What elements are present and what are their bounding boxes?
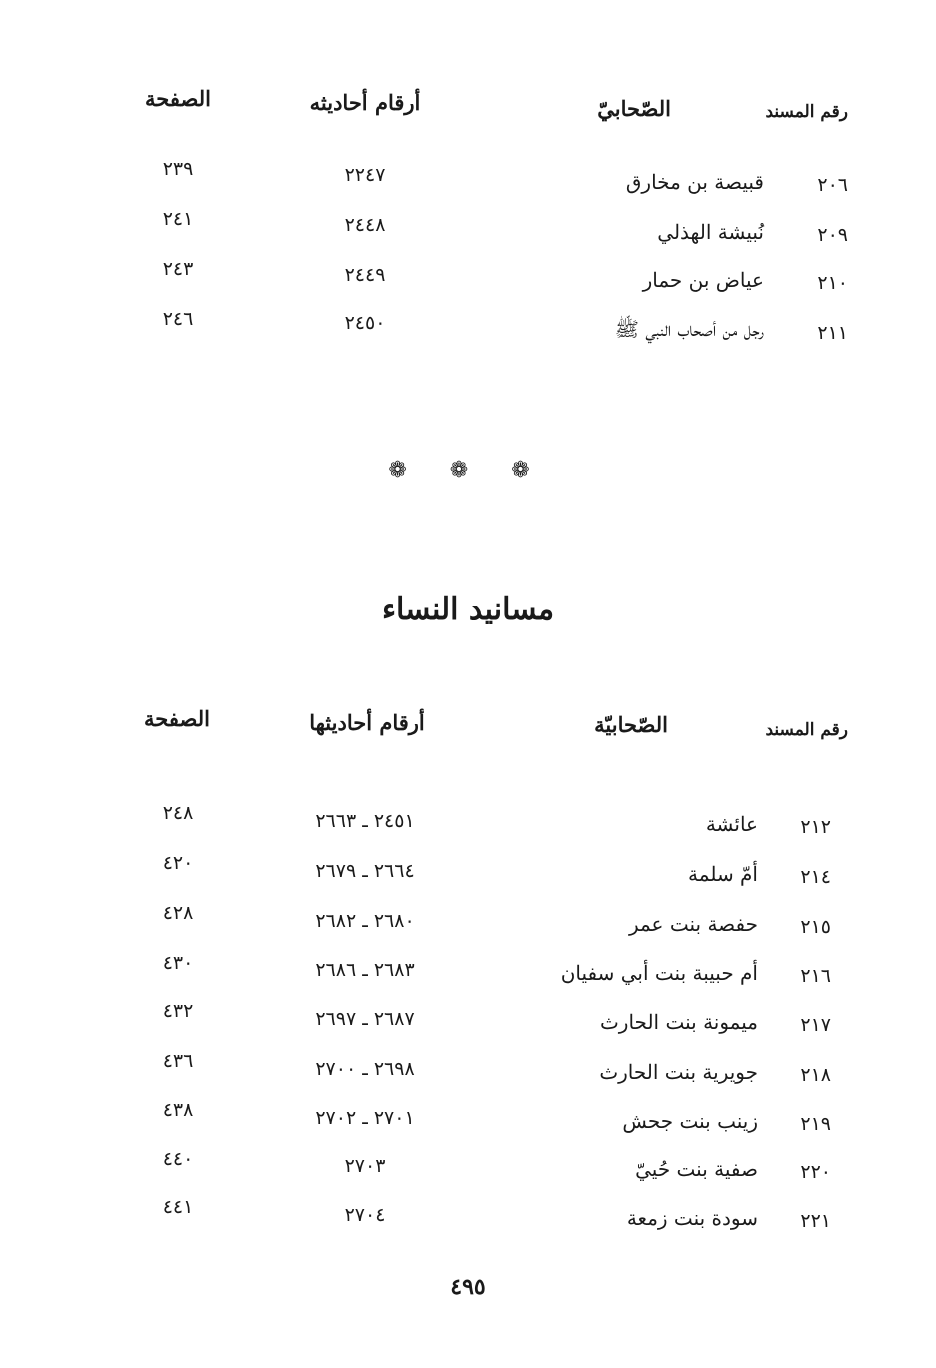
row-id: ٢١٦ xyxy=(800,965,831,987)
header-companion: الصّحابيّ xyxy=(597,96,671,121)
row-page: ٤٣٢ xyxy=(162,1000,194,1022)
row-companion-name: أم حبيبة بنت أبي سفيان xyxy=(560,961,758,985)
row-hadith-numbers: ٢٦٩٨ ـ ٢٧٠٠ xyxy=(315,1058,415,1080)
row-companion-name: ميمونة بنت الحارث xyxy=(599,1010,758,1034)
header-page: الصفحة xyxy=(144,706,210,731)
page-number: ٤٩٥ xyxy=(450,1274,486,1300)
row-id: ٢١٢ xyxy=(800,816,831,838)
row-page: ٤٤١ xyxy=(162,1196,194,1218)
row-companion-name: صفية بنت حُييّ xyxy=(635,1157,758,1181)
row-id: ٢١٩ xyxy=(800,1113,831,1135)
row-page: ٢٤٨ xyxy=(162,802,194,824)
row-id: ٢١٤ xyxy=(800,866,831,888)
row-companion-name: نُبيشة الهذلي xyxy=(657,220,764,244)
row-id: ٢٠٦ xyxy=(817,174,848,196)
row-hadith-numbers: ٢٦٦٤ ـ ٢٦٧٩ xyxy=(315,860,415,882)
row-companion-name: قبيصة بن مخارق xyxy=(625,170,764,194)
row-hadith-numbers: ٢٤٥١ ـ ٢٦٦٣ xyxy=(315,810,415,832)
header-hadith-numbers: أرقام أحاديثه xyxy=(309,90,421,115)
row-companion-name: زينب بنت جحش xyxy=(622,1109,758,1133)
row-hadith-numbers: ٢٧٠٤ xyxy=(344,1204,386,1226)
row-hadith-numbers: ٢٦٨٧ ـ ٢٦٩٧ xyxy=(315,1008,415,1030)
header-page: الصفحة xyxy=(145,86,211,111)
row-id: ٢٢٠ xyxy=(800,1161,831,1183)
row-companion-name: عائشة xyxy=(705,812,758,836)
row-companion-name: سودة بنت زمعة xyxy=(626,1206,758,1230)
row-id: ٢١٠ xyxy=(817,272,848,294)
row-companion-name: أمّ سلمة xyxy=(688,862,758,886)
row-hadith-numbers: ٢٧٠٣ xyxy=(344,1155,386,1177)
row-hadith-numbers: ٢٤٥٠ xyxy=(344,312,386,334)
row-page: ٤٢٨ xyxy=(162,902,194,924)
row-page: ٤٣٠ xyxy=(162,952,194,974)
row-page: ٤٣٦ xyxy=(162,1050,194,1072)
row-page: ٢٤٦ xyxy=(162,308,194,330)
row-id: ٢١٨ xyxy=(800,1064,831,1086)
row-page: ٤٣٨ xyxy=(162,1099,194,1121)
row-id: ٢١١ xyxy=(817,322,848,344)
row-companion-name: جويرية بنت الحارث xyxy=(599,1060,758,1084)
header-musnad-number: رقم المسند xyxy=(765,102,848,122)
row-id: ٢٠٩ xyxy=(817,224,848,246)
header-companion: الصّحابيّة xyxy=(594,712,668,737)
row-page: ٤٤٠ xyxy=(162,1148,194,1170)
header-hadith-numbers: أرقام أحاديثها xyxy=(309,710,425,735)
row-id: ٢٢١ xyxy=(800,1210,831,1232)
row-page: ٢٤١ xyxy=(162,208,194,230)
row-page: ٢٣٩ xyxy=(162,158,194,180)
row-hadith-numbers: ٢٦٨٠ ـ ٢٦٨٢ xyxy=(315,910,415,932)
row-hadith-numbers: ٢٤٤٨ xyxy=(344,214,386,236)
row-hadith-numbers: ٢٢٤٧ xyxy=(344,164,386,186)
row-companion-name: رجل من أصحاب النبي ﷺ xyxy=(614,317,764,341)
row-id: ٢١٥ xyxy=(800,916,831,938)
row-companion-name: عياض بن حمار xyxy=(642,268,764,292)
header-musnad-number: رقم المسند xyxy=(765,720,848,740)
row-hadith-numbers: ٢٤٤٩ xyxy=(344,264,386,286)
section-title: مسانيد النساء xyxy=(381,592,555,627)
ornament-divider: ❁ ❁ ❁ xyxy=(388,458,548,483)
row-id: ٢١٧ xyxy=(800,1014,831,1036)
row-page: ٢٤٣ xyxy=(162,258,194,280)
row-companion-name: حفصة بنت عمر xyxy=(628,912,758,936)
row-page: ٤٢٠ xyxy=(162,852,194,874)
row-hadith-numbers: ٢٦٨٣ ـ ٢٦٨٦ xyxy=(315,959,415,981)
row-hadith-numbers: ٢٧٠١ ـ ٢٧٠٢ xyxy=(315,1107,415,1129)
